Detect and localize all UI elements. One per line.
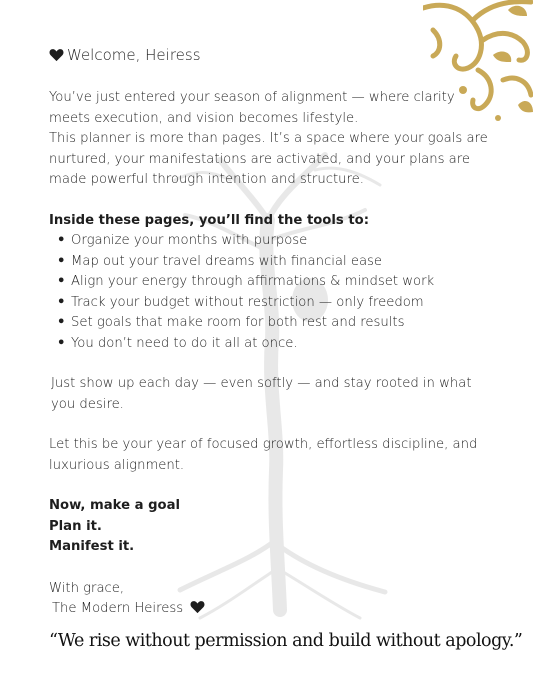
let-this-paragraph: Let this be your year of focused growth, effortless discipline, and luxurious alignment. [49,437,478,473]
list-item: • Set goals that make room for both rest and results [71,313,489,334]
show-up-paragraph: Just show up each day — even softly — and stay rooted in what you desire. [51,376,472,412]
heart-icon [190,600,205,614]
goal-lines [49,496,489,558]
intro [49,88,489,191]
heart-icon [49,48,64,62]
list-item: • Map out your travel dreams with financial ease [71,252,489,273]
intro-paragraph: This planner is more than pages. It’s a space where your goals are nurtured, your manifestations are activated, and your plans are made powerful through intention and structure. [49,131,488,187]
closing: With grace, [49,580,125,596]
goal-line: Now, make a goal [49,498,181,513]
signature-line [49,599,489,620]
greeting-line [49,44,489,66]
tools-heading: Inside these pages, you’ll find the tools to: [49,212,369,228]
greeting: Welcome, Heiress [67,46,201,64]
list-item: • Organize your months with purpose [71,231,489,252]
list-item: • Track your budget without restriction — only freedom [71,293,489,314]
list-item: • Align your energy through affirmations & mindset work [71,272,489,293]
closing-quote: “We rise without permission and build without apology.” [49,631,523,651]
tools-list [49,231,489,354]
intro-paragraph: You’ve just entered your season of alignment — where clarity meets execution, and vision becomes lifestyle. [49,90,455,126]
signature: The Modern Heiress [52,601,184,616]
list-item: • You don’t need to do it all at once. [71,334,489,355]
goal-line: Plan it. [49,518,102,534]
letter [49,44,489,620]
goal-line: Manifest it. [49,539,135,554]
